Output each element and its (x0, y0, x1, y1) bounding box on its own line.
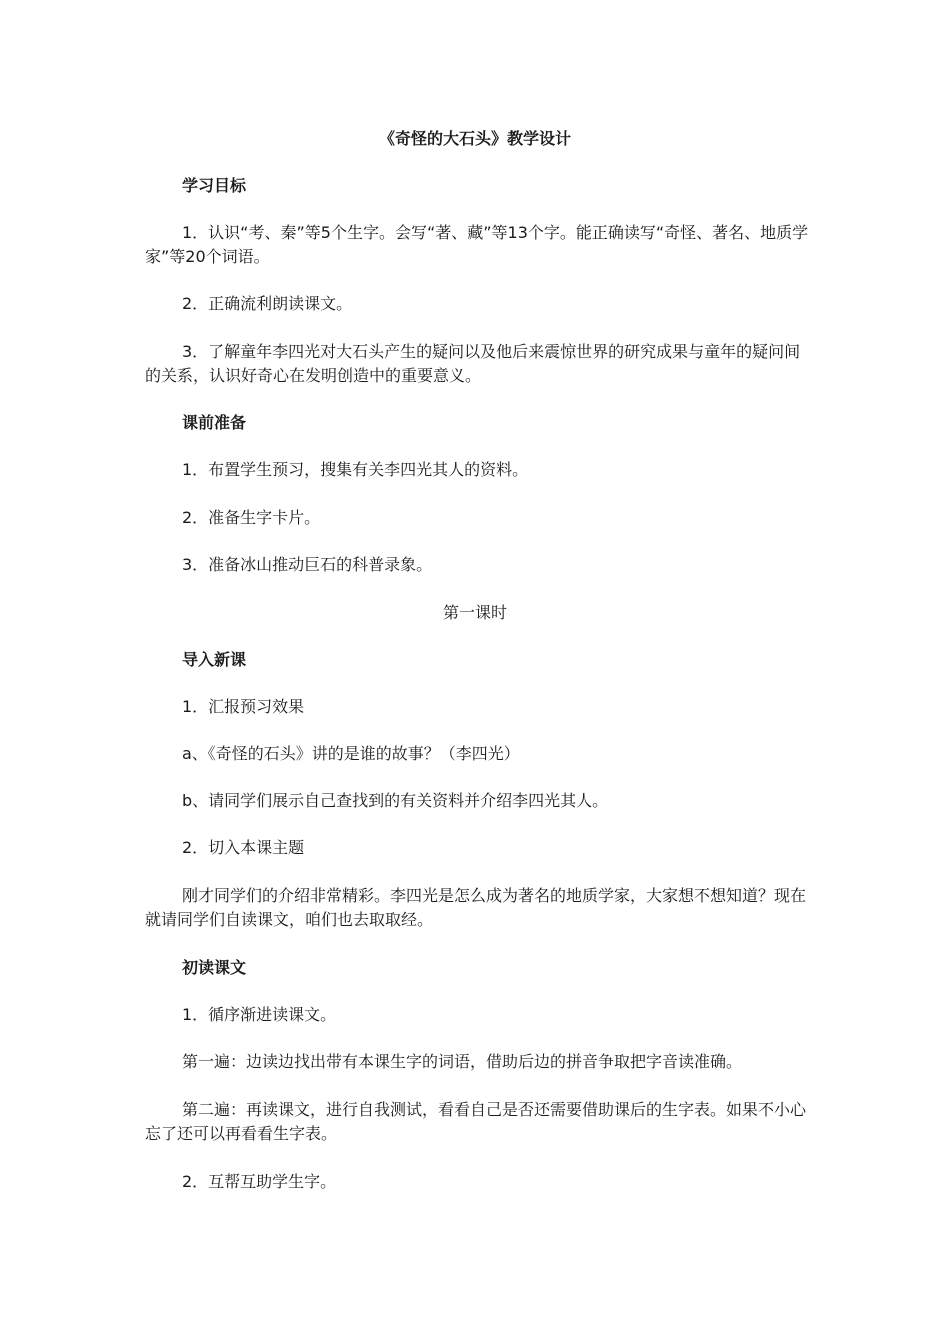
reading-item-1: 1．循序渐进读课文。 (182, 1005, 337, 1024)
prep-item-1: 1．布置学生预习，搜集有关李四光其人的资料。 (182, 460, 529, 479)
intro-item-b: b、请同学们展示自己查找到的有关资料并介绍李四光其人。 (182, 791, 609, 810)
document-title: 《奇怪的大石头》教学设计 (378, 129, 571, 148)
intro-item-a: a、《奇怪的石头》讲的是谁的故事？（李四光） (182, 744, 520, 763)
reading-pass-1: 第一遍：边读边找出带有本课生字的词语，借助后边的拼音争取把字音读准确。 (182, 1052, 743, 1071)
prep-item-3: 3．准备冰山推动巨石的科普录象。 (182, 555, 433, 574)
heading-intro: 导入新课 (182, 650, 247, 669)
heading-objectives: 学习目标 (182, 176, 247, 195)
objective-item-3: 3．了解童年李四光对大石头产生的疑问以及他后来震惊世界的研究成果与童年的疑问间的关系，认识好奇心在发明创造中的重要意义。 (145, 342, 801, 385)
intro-paragraph: 刚才同学们的介绍非常精彩。李四光是怎么成为著名的地质学家，大家想不想知道？现在就请同学们自读课文，咱们也去取取经。 (145, 886, 807, 929)
prep-item-2: 2．准备生字卡片。 (182, 508, 321, 527)
intro-item-2: 2．切入本课主题 (182, 838, 305, 857)
lesson-label: 第一课时 (442, 603, 507, 622)
reading-pass-2: 第二遍：再读课文，进行自我测试，看看自己是否还需要借助课后的生字表。如果不小心忘了还可以再看看生字表。 (145, 1100, 807, 1143)
intro-item-1: 1．汇报预习效果 (182, 697, 305, 716)
heading-prep: 课前准备 (182, 413, 247, 432)
heading-reading: 初读课文 (182, 958, 247, 977)
objective-item-2: 2．正确流利朗读课文。 (182, 294, 353, 313)
objective-item-1: 1．认识“考、秦”等5个生字。会写“著、藏”等13个字。能正确读写“奇怪、著名、地质学家”等20个词语。 (145, 223, 809, 266)
reading-item-2: 2．互帮互助学生字。 (182, 1172, 337, 1191)
